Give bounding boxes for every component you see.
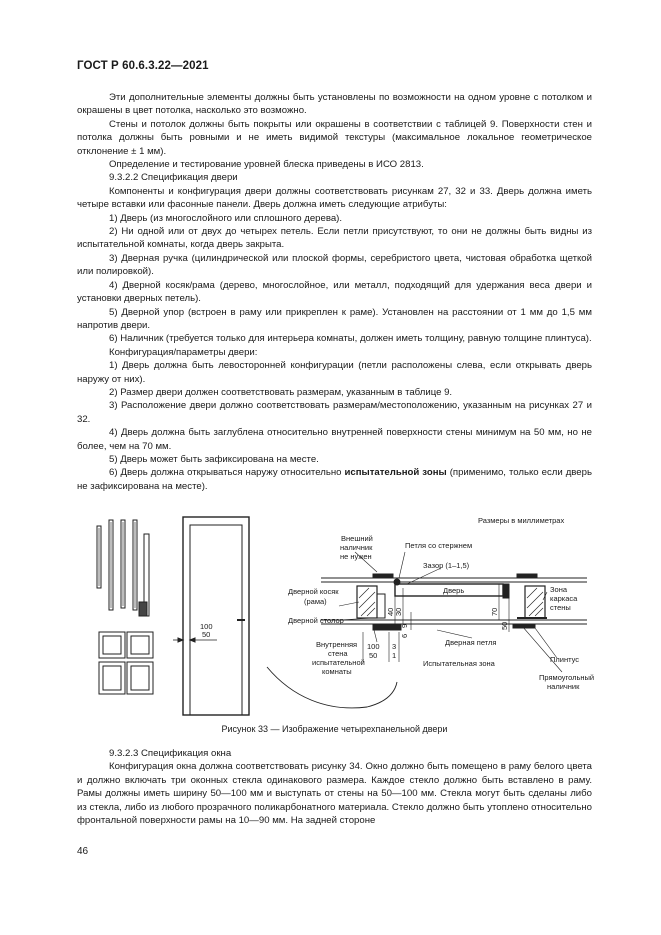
paragraph: Конфигурация окна должна соответствовать рисунку 34. Окно должно быть помещено в раму белого цвета и должно включать три оконных стекла одинакового размера. Каждое стекло должно быть вставлено в раму. Рамы должны иметь ширину 50—100 мм и выступать от стены на 50—100 мм. Стекла могут быть сделаны либо из стекла, либо из любого прозрачного поликарбонатного материала. Стекло должно быть утоплено относительно фронтальной поверхности рамы на 10—90 мм. На задней стороне xyxy=(77,761,592,827)
label-outer-trim: наличник xyxy=(340,543,373,552)
dim-label: 100 xyxy=(367,642,380,651)
page-number: 46 xyxy=(77,846,89,857)
label-baseboard: Плинтус xyxy=(550,655,580,664)
dim-label: 6 xyxy=(400,633,409,638)
label-rect-trim: Прямоугольный xyxy=(539,673,595,682)
list-item: 2) Ни одной или от двух до четырех петель. Если петли присутствуют, то они не должны быть видны из испытательной комнаты, когда дверь закрыта. xyxy=(77,226,592,251)
door-figure xyxy=(77,512,597,720)
paragraph: Эти дополнительные элементы должны быть установлены по возможности на одном уровне с потолком и окрашены в цвет потолка, насколько это возможно. xyxy=(77,92,592,117)
label-door: Дверь xyxy=(443,586,465,595)
label-frame-zone: стены xyxy=(550,603,571,612)
label-inner-wall: Внутренняя xyxy=(316,640,358,649)
label-frame-zone: Зона xyxy=(550,585,568,594)
list-item: 6) Наличник (требуется только для интерьера комнаты, должен иметь толщину, равную толщине плинтуса). xyxy=(109,333,592,345)
section-heading: 9.3.2.2 Спецификация двери xyxy=(109,172,238,184)
label-door-stop: Дверной столор xyxy=(288,616,344,625)
door-front-view xyxy=(173,517,249,715)
paragraph: Определение и тестирование уровней блеска приведены в ИСО 2813. xyxy=(109,159,424,171)
dim-label: 70 xyxy=(490,607,499,616)
label-inner-wall: стена xyxy=(328,649,348,658)
dim-label: 9 xyxy=(400,623,409,628)
dim-label: 100 xyxy=(200,622,213,631)
dim-label: 50 xyxy=(202,630,211,639)
label-hinge-pin: Петля со стержнем xyxy=(405,541,473,550)
label-test-zone: Испытательная зона xyxy=(423,659,495,668)
label-door-jamb: Дверной косяк xyxy=(288,587,339,596)
door-plan-section xyxy=(321,574,587,630)
list-item: 4) Дверь должна быть заглублена относительно внутренней поверхности стены минимум на 50 мм, но не более, чем на 70 мм. xyxy=(77,427,592,452)
label-door-jamb: (рама) xyxy=(304,597,327,606)
paragraph: Стены и потолок должны быть покрыты или окрашены в соответствии с таблицей 9. Поверхности стен и потолка должны быть ровными и не иметь видимой текстуры (максимальное локальное геометрическое отклонение ± 1 мм). xyxy=(77,118,592,157)
list-item-text: 6) Дверь должна открываться наружу относительно xyxy=(109,467,345,479)
dim-label: 40 xyxy=(386,607,395,616)
list-item: 1) Дверь (из многослойного или сплошного дерева). xyxy=(109,212,343,224)
dim-label: 30 xyxy=(394,607,403,616)
list-item: 3) Расположение двери должно соответствовать размерам/местоположению, указанным на рисунках 27 и 32. xyxy=(77,400,592,425)
paragraph: Компоненты и конфигурация двери должны соответствовать рисункам 27, 32 и 33. Дверь должна иметь четыре вставки или фасонные панели. Дверь должна иметь следующие атрибуты: xyxy=(77,185,592,211)
paragraph: Конфигурация/параметры двери: xyxy=(109,346,258,358)
label-door-hinge: Дверная петля xyxy=(445,638,497,647)
label-gap: Зазор (1–1,5) xyxy=(423,561,470,570)
figure-caption: Рисунок 33 — Изображение четырехпанельной двери xyxy=(221,724,448,734)
section-heading: 9.3.2.3 Спецификация окна xyxy=(109,748,232,759)
dim-label: 1 xyxy=(392,651,397,660)
label-inner-wall: испытательной xyxy=(312,658,365,667)
units-note: Размеры в миллиметрах xyxy=(478,516,565,525)
door-parts-illustration xyxy=(97,520,153,694)
label-outer-trim: Внешний xyxy=(341,534,373,543)
document-header: ГОСТ Р 60.6.3.22—2021 xyxy=(77,60,209,72)
list-item: 3) Дверная ручка (цилиндрической или плоской формы, серебристого цвета, чистовая обработка щеткой или полировкой). xyxy=(77,252,592,278)
list-item: 2) Размер двери должен соответствовать размерам, указанным в таблице 9. xyxy=(109,386,453,398)
label-outer-trim: не нужен xyxy=(340,552,372,561)
dim-label: 50 xyxy=(369,651,378,660)
list-item: 4) Дверной косяк/рама (дерево, многослойное, или металл, подходящий для удержания веса двери и установки дверных петель). xyxy=(77,279,592,305)
label-rect-trim: наличник xyxy=(547,682,580,691)
label-frame-zone: каркаса xyxy=(550,594,578,603)
dim-label: 3 xyxy=(392,642,397,651)
body-text-continued xyxy=(77,747,592,827)
label-inner-wall: комнаты xyxy=(322,667,352,676)
body-text xyxy=(77,91,592,493)
list-item: 1) Дверь должна быть левосторонней конфигурации (петли расположены слева, если открывать дверь наружу от них). xyxy=(77,360,592,385)
list-item-text: (применимо, только если дверь не зафиксирована на месте). xyxy=(77,467,592,492)
list-item: 5) Дверь может быть зафиксирована на месте. xyxy=(109,453,319,465)
list-item xyxy=(77,466,592,493)
emphasized-term: испытательной зоны xyxy=(344,467,447,479)
list-item: 5) Дверной упор (встроен в раму или прикреплен к раме). Установлен на расстоянии от 1 мм до 1,5 мм напротив двери. xyxy=(77,306,592,331)
dim-label: 50 xyxy=(500,621,509,630)
door-diagram xyxy=(77,512,597,720)
